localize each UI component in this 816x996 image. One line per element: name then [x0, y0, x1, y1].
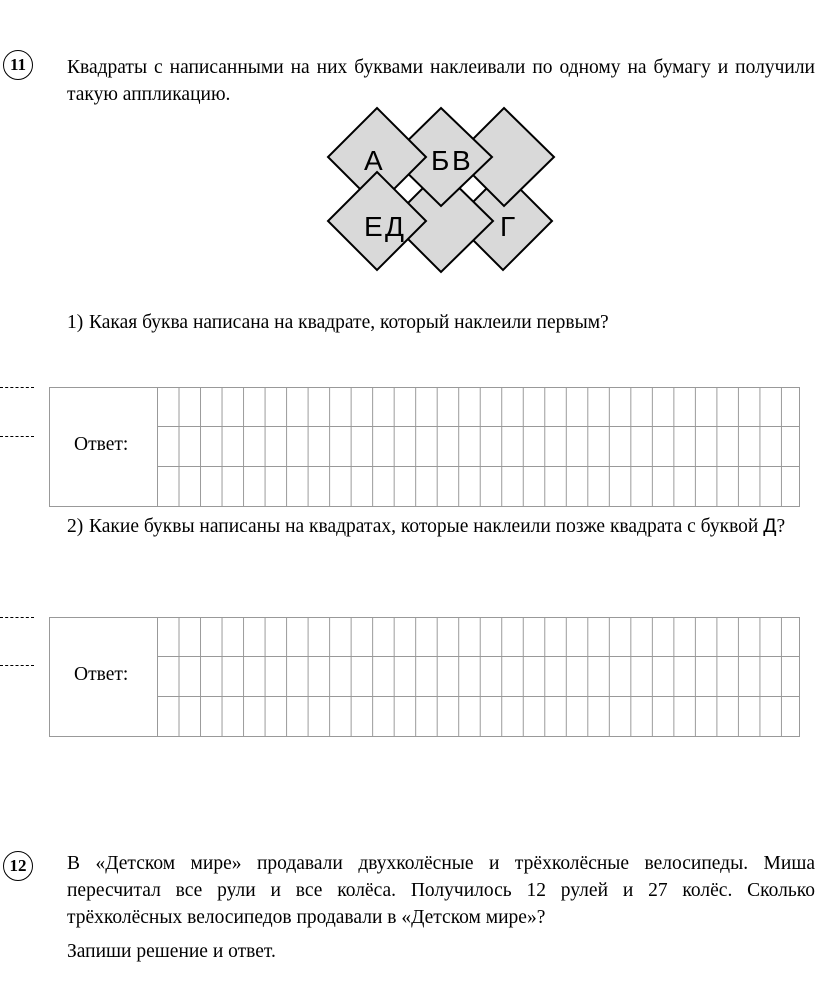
- square-e-label: Е: [364, 211, 383, 242]
- cut-line: [0, 436, 34, 437]
- answer-label: Ответ:: [74, 664, 129, 685]
- question-2-letter: Д: [763, 515, 777, 537]
- question-2-text-end: ?: [776, 516, 786, 537]
- question-2-number: 2): [67, 516, 84, 537]
- task-number-11: 11: [3, 50, 33, 80]
- answer-grid-1[interactable]: [157, 387, 800, 507]
- question-2-text-main: Какие буквы написаны на квадратах, которые наклеили позже квадрата с буквой: [89, 516, 764, 537]
- question-1: [67, 309, 815, 336]
- squares-applique: [320, 100, 560, 275]
- question-1-text: Какая буква написана на квадрате, который наклеили первым?: [89, 312, 609, 333]
- answer-grid-2[interactable]: [157, 617, 800, 737]
- square-g-label: Г: [500, 211, 516, 242]
- question-1-number: 1): [67, 312, 84, 333]
- square-v-label: В: [452, 145, 471, 176]
- task-12-text: В «Детском мире» продавали двухколёсные и трёхколёсные велосипеды. Миша пересчитал все рули и все колёса. Получилось 12 рулей и 27 колёс. Сколько трёхколёсных велосипедов продавали в «Детском мире»?: [67, 853, 815, 928]
- cut-line: [0, 387, 34, 388]
- square-d-label: Д: [385, 211, 404, 242]
- question-2-text: [89, 513, 815, 540]
- answer-label: Ответ:: [74, 434, 129, 455]
- answer-box-2[interactable]: [49, 617, 800, 737]
- question-2: [67, 513, 815, 567]
- task-12-instruction: Запиши решение и ответ.: [67, 941, 276, 962]
- cut-line: [0, 617, 34, 618]
- answer-box-1[interactable]: [49, 387, 800, 507]
- task-number-12: 12: [3, 851, 33, 881]
- square-a-label: А: [364, 145, 383, 176]
- square-b-label: Б: [431, 145, 450, 176]
- cut-line: [0, 665, 34, 666]
- task-11-text: Квадраты с написанными на них буквами наклеивали по одному на бумагу и получили такую аппликацию.: [67, 57, 815, 105]
